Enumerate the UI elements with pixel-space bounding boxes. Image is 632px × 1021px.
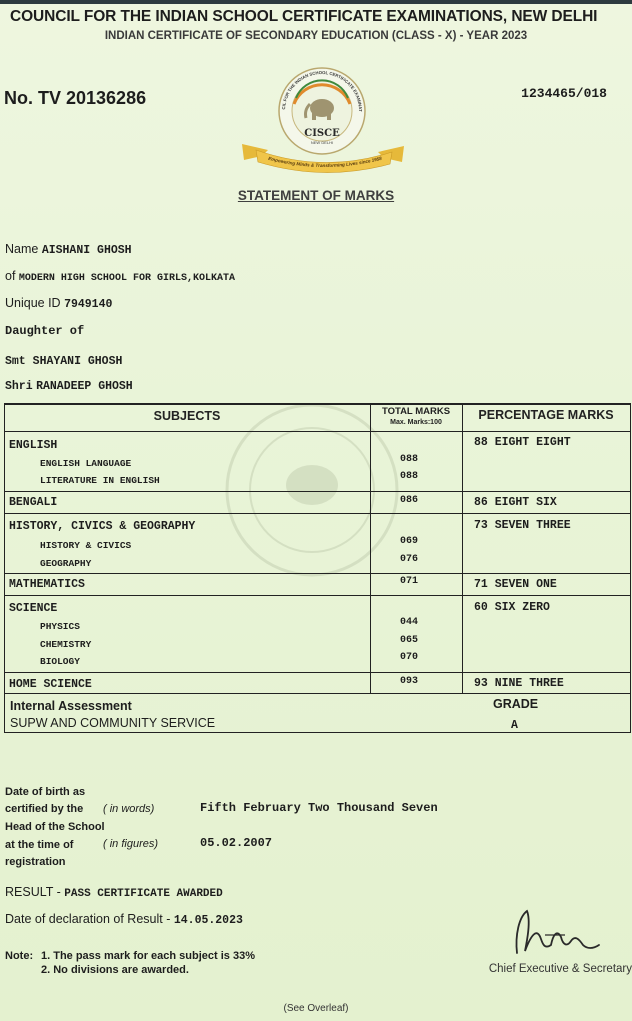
note-line-2: 2. No divisions are awarded. [41, 964, 189, 976]
subject-english-language: ENGLISH LANGUAGE [40, 458, 132, 469]
pct-science: 60 SIX ZERO [474, 601, 550, 614]
reference-number: 1234465/018 [521, 86, 607, 101]
dob-label-3: Head of the School [5, 821, 105, 833]
student-name: AISHANI GHOSH [41, 244, 132, 257]
subject-chemistry: CHEMISTRY [40, 639, 92, 650]
father-name: RANADEEP GHOSH [36, 380, 133, 393]
subject-english: ENGLISH [9, 439, 58, 452]
note-line-1: 1. The pass mark for each subject is 33% [41, 950, 255, 962]
supw-subject: SUPW AND COMMUNITY SERVICE [10, 716, 216, 730]
declaration-label: Date of declaration of Result - [5, 912, 171, 926]
mark-chemistry: 065 [400, 635, 419, 646]
logo-ribbon-text: Empowering Minds & Transforming Lives since 1958 [267, 155, 383, 169]
mother-label: Smt [5, 355, 26, 368]
signature [505, 905, 605, 965]
mark-biology: 070 [400, 652, 419, 663]
grade-value: A [511, 719, 518, 732]
pct-history: 73 SEVEN THREE [474, 519, 571, 532]
certificate-number: No. TV 20136286 [4, 88, 147, 108]
dob-figures: 05.02.2007 [200, 836, 273, 850]
mark-mathematics: 071 [400, 576, 419, 587]
top-border [0, 0, 632, 4]
internal-assessment-label: Internal Assessment [10, 699, 132, 713]
pct-bengali: 86 EIGHT SIX [474, 496, 557, 509]
mark-geography: 076 [400, 554, 419, 565]
dob-label-2: certified by the [5, 803, 84, 815]
see-overleaf: (See Overleaf) [283, 1003, 349, 1014]
uid-label: Unique ID [5, 296, 61, 310]
declaration-date: 14.05.2023 [173, 914, 243, 927]
statement-title: STATEMENT OF MARKS [237, 188, 395, 203]
mark-history-civics: 069 [400, 536, 419, 547]
result-label: RESULT - [5, 885, 61, 899]
declaration-row [5, 912, 243, 927]
father-label: Shri [5, 380, 33, 393]
logo-ring-text: CIL FOR THE INDIAN SCHOOL CERTIFICATE EXAMINAT [281, 69, 364, 112]
unique-id: 7949140 [64, 298, 113, 311]
statement-title-row [0, 187, 632, 205]
school-name: MODERN HIGH SCHOOL FOR GIRLS,KOLKATA [18, 273, 235, 284]
subject-science: SCIENCE [9, 602, 58, 615]
father-row [5, 378, 133, 393]
subject-biology: BIOLOGY [40, 656, 80, 667]
grade-label: GRADE [493, 697, 539, 711]
council-name: COUNCIL FOR THE INDIAN SCHOOL CERTIFICATE EXAMINATIONS, NEW DELHI [10, 8, 598, 25]
uid-row [5, 296, 112, 311]
result-row [5, 885, 223, 900]
pct-mathematics: 71 SEVEN ONE [474, 578, 557, 591]
subject-literature: LITERATURE IN ENGLISH [40, 475, 160, 486]
logo-subtext: NEW DELHI [310, 140, 334, 145]
max-marks-header: Max. Marks:100 [390, 419, 442, 426]
relation-label: Daughter of [5, 324, 85, 338]
total-marks-header: TOTAL MARKS [381, 406, 451, 417]
of-label: of [5, 269, 16, 283]
pct-english: 88 EIGHT EIGHT [474, 436, 571, 449]
logo-text: CISCE [304, 128, 340, 139]
signatory-title: Chief Executive & Secretary [488, 963, 632, 975]
marks-table [4, 403, 631, 733]
dob-label-4: at the time of [5, 839, 74, 851]
subject-mathematics: MATHEMATICS [9, 578, 85, 591]
percentage-header: PERCENTAGE MARKS [478, 408, 614, 422]
dob-figures-hint: ( in figures) [103, 838, 159, 850]
dob-words-hint: ( in words) [103, 803, 155, 815]
subject-geography: GEOGRAPHY [40, 558, 92, 569]
result-value: PASS CERTIFICATE AWARDED [64, 888, 223, 900]
subjects-header: SUBJECTS [153, 409, 221, 423]
name-label: Name [5, 242, 39, 256]
subject-home-science: HOME SCIENCE [9, 678, 92, 691]
subject-history: HISTORY, CIVICS & GEOGRAPHY [9, 520, 196, 533]
mother-row [5, 353, 122, 368]
note-prefix: Note: [5, 950, 34, 962]
mark-physics: 044 [400, 617, 419, 628]
dob-words: Fifth February Two Thousand Seven [200, 801, 438, 815]
cisce-logo [238, 64, 410, 181]
mother-name: SHAYANI GHOSH [32, 355, 123, 368]
mark-home-science: 093 [400, 676, 419, 687]
subject-bengali: BENGALI [9, 496, 58, 509]
name-row [5, 242, 132, 257]
dob-label-1: Date of birth as [5, 786, 86, 798]
exam-subheading: INDIAN CERTIFICATE OF SECONDARY EDUCATION (CLASS - X) - YEAR 2023 [104, 30, 528, 42]
mark-literature: 088 [400, 471, 419, 482]
school-row [5, 269, 235, 284]
dob-label-5: registration [5, 856, 66, 868]
mark-bengali: 086 [400, 495, 419, 506]
subject-history-civics: HISTORY & CIVICS [40, 540, 132, 551]
pct-home-science: 93 NINE THREE [474, 677, 564, 690]
mark-english-language: 088 [400, 454, 419, 465]
subject-physics: PHYSICS [40, 621, 80, 632]
